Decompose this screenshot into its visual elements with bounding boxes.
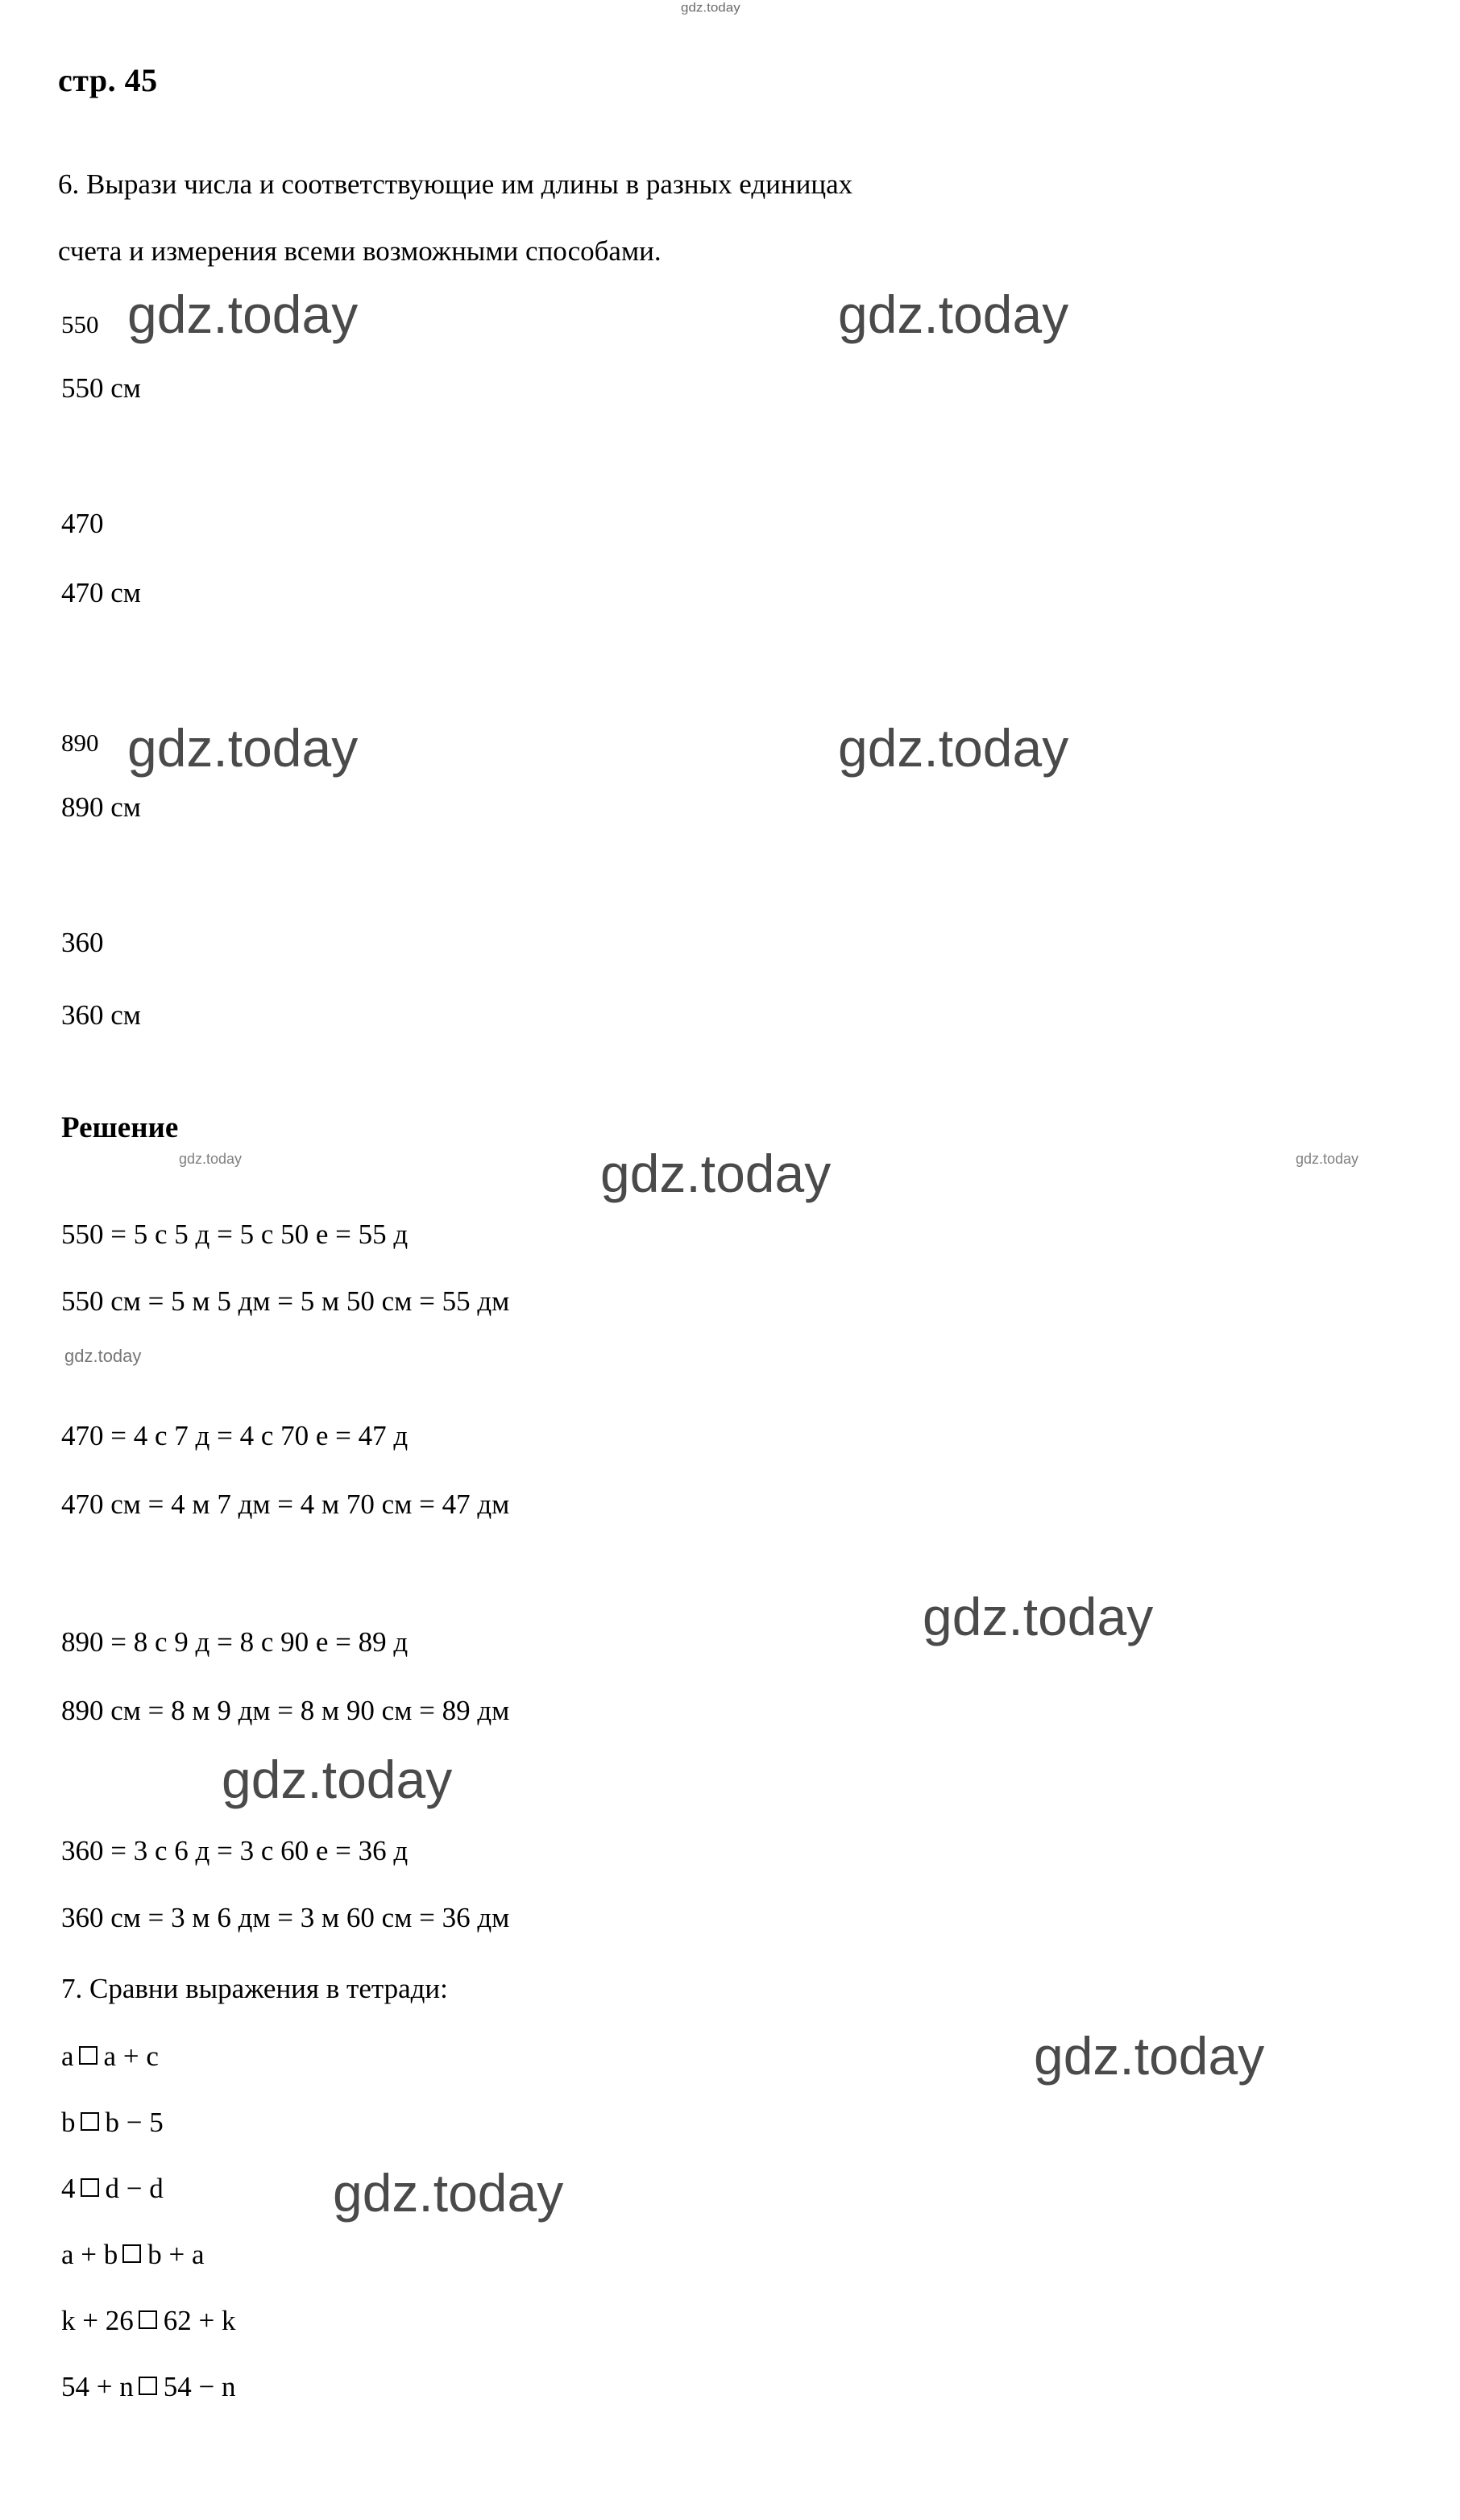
watermark: gdz.today bbox=[1296, 1151, 1359, 1167]
task-7-title: 7. Сравни выражения в тетради: bbox=[61, 1973, 448, 2004]
comparison-box[interactable] bbox=[139, 2377, 157, 2395]
comparison-box[interactable] bbox=[122, 2244, 141, 2263]
watermark: gdz.today bbox=[222, 1750, 453, 1809]
solution-numbers-line: 360 = 3 с 6 д = 3 с 60 е = 36 д bbox=[61, 1835, 409, 1866]
comparison-box[interactable] bbox=[81, 2112, 99, 2131]
comparison-box[interactable] bbox=[139, 2310, 157, 2329]
watermark-top: gdz.today bbox=[681, 1, 740, 15]
task-6-item-number: 890 bbox=[61, 729, 99, 757]
task-7-left-expression: 54 + n bbox=[61, 2371, 134, 2402]
watermark: gdz.today bbox=[333, 2163, 564, 2223]
task-7-right-expression: b − 5 bbox=[105, 2107, 164, 2138]
watermark: gdz.today bbox=[838, 284, 1069, 344]
task-6-statement-line-1: 6. Вырази числа и соответствующие им длины в разных единицах bbox=[58, 168, 853, 200]
task-7-right-expression: a + c bbox=[103, 2040, 159, 2072]
task-7-left-expression: a + b bbox=[61, 2239, 118, 2270]
task-7-row bbox=[61, 2239, 205, 2271]
watermark: gdz.today bbox=[600, 1144, 832, 1203]
solution-lengths-line: 470 см = 4 м 7 дм = 4 м 70 см = 47 дм bbox=[61, 1488, 510, 1520]
task-6-item-number: 360 bbox=[61, 927, 104, 958]
task-7-left-expression: b bbox=[61, 2107, 76, 2138]
watermark: gdz.today bbox=[64, 1346, 142, 1366]
watermark: gdz.today bbox=[1034, 2026, 1265, 2086]
comparison-box[interactable] bbox=[79, 2046, 97, 2065]
task-6-item-number: 550 bbox=[61, 310, 99, 338]
task-7-right-expression: 62 + k bbox=[163, 2305, 236, 2336]
solution-lengths-line: 360 см = 3 м 6 дм = 3 м 60 см = 36 дм bbox=[61, 1902, 510, 1933]
watermark: gdz.today bbox=[923, 1587, 1154, 1646]
task-7-row bbox=[61, 2173, 164, 2205]
task-7-left-expression: a bbox=[61, 2040, 74, 2072]
task-7-row bbox=[61, 2305, 236, 2337]
task-6-item-number: 470 bbox=[61, 508, 104, 539]
solution-heading: Решение bbox=[61, 1111, 179, 1144]
watermark: gdz.today bbox=[127, 284, 359, 344]
task-6-statement-line-2: счета и измерения всеми возможными способами. bbox=[58, 235, 662, 267]
comparison-box[interactable] bbox=[81, 2178, 99, 2197]
task-7-left-expression: 4 bbox=[61, 2173, 76, 2204]
page-number: стр. 45 bbox=[58, 62, 158, 98]
task-7-row bbox=[61, 2107, 164, 2139]
watermark: gdz.today bbox=[179, 1151, 243, 1167]
task-7-row bbox=[61, 2040, 159, 2073]
task-7-right-expression: b + a bbox=[147, 2239, 205, 2270]
task-6-item-length: 470 см bbox=[61, 577, 141, 608]
solution-numbers-line: 890 = 8 с 9 д = 8 с 90 е = 89 д bbox=[61, 1626, 409, 1658]
task-7-row bbox=[61, 2371, 236, 2403]
task-7-right-expression: 54 − n bbox=[163, 2371, 236, 2402]
task-7-left-expression: k + 26 bbox=[61, 2305, 134, 2336]
watermark: gdz.today bbox=[127, 718, 359, 778]
solution-lengths-line: 890 см = 8 м 9 дм = 8 м 90 см = 89 дм bbox=[61, 1695, 510, 1726]
task-7-right-expression: d − d bbox=[105, 2173, 164, 2204]
solution-numbers-line: 470 = 4 с 7 д = 4 с 70 е = 47 д bbox=[61, 1420, 409, 1451]
solution-numbers-line: 550 = 5 с 5 д = 5 с 50 е = 55 д bbox=[61, 1218, 409, 1250]
solution-lengths-line: 550 см = 5 м 5 дм = 5 м 50 см = 55 дм bbox=[61, 1285, 510, 1317]
task-6-item-length: 550 см bbox=[61, 372, 141, 404]
watermark: gdz.today bbox=[838, 718, 1069, 778]
task-6-item-length: 890 см bbox=[61, 791, 141, 823]
task-6-item-length: 360 см bbox=[61, 999, 141, 1031]
